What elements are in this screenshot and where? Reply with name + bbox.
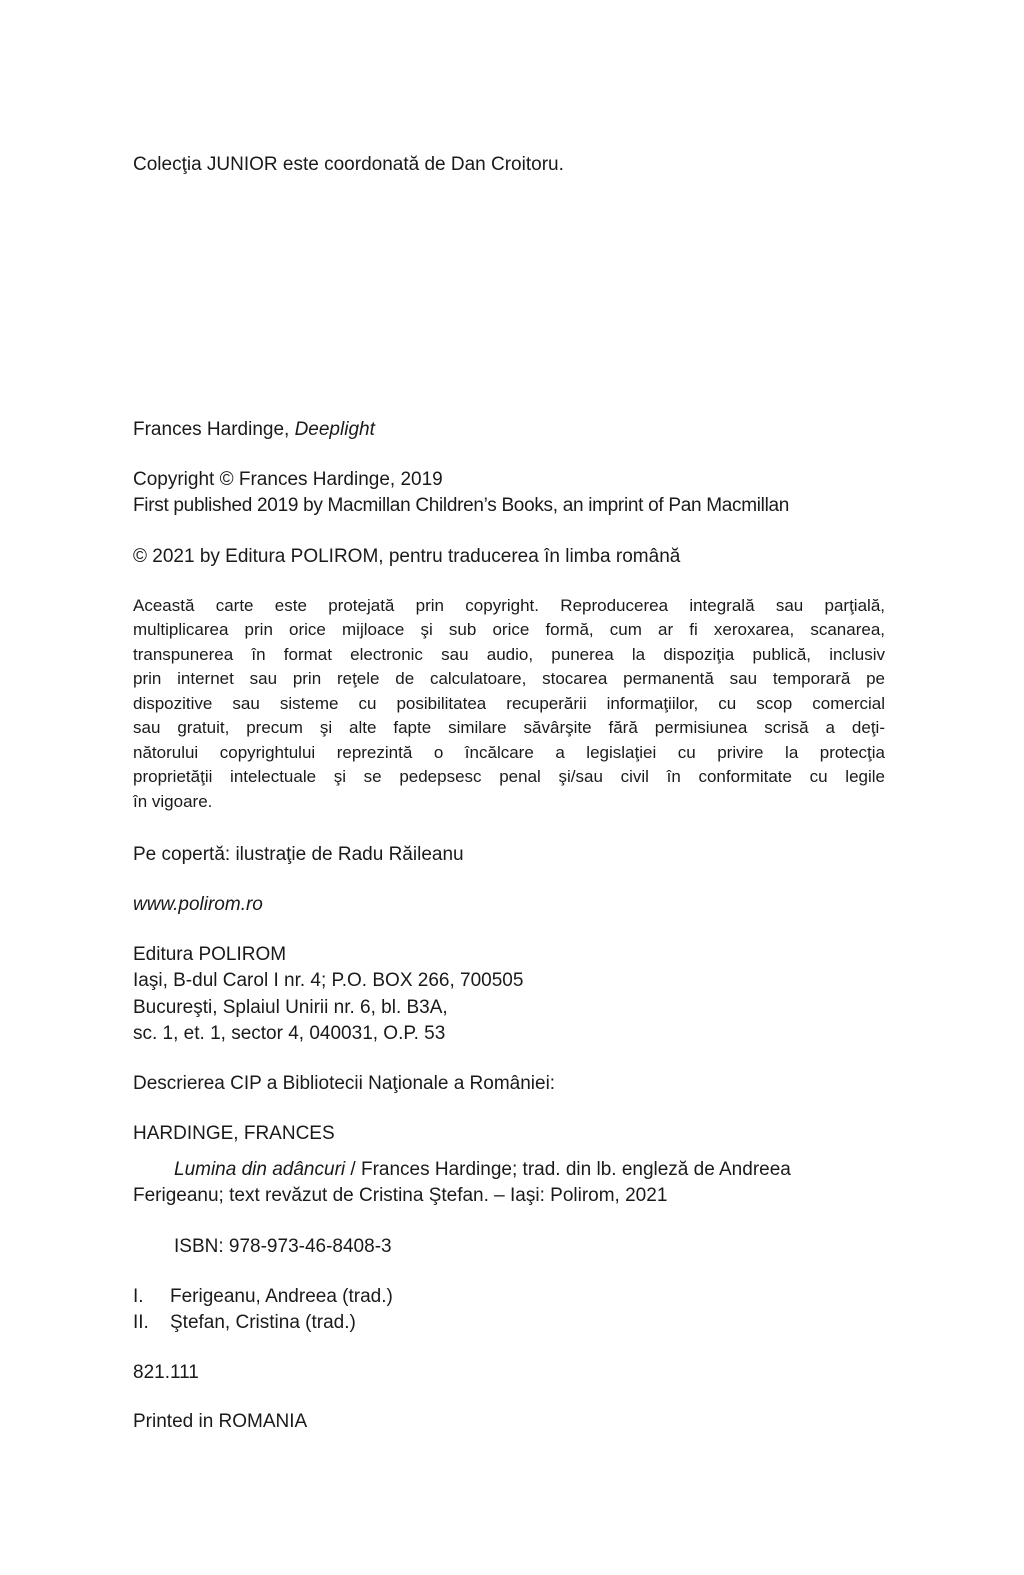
- contributor-number: I.: [133, 1286, 144, 1307]
- contributor: [133, 1285, 393, 1309]
- legal-notice-line: prin internet sau prin reţele de calculatoare, stocarea permanentă sau temporară pe: [133, 669, 885, 688]
- publisher-address: Iaşi, B-dul Carol I nr. 4; P.O. BOX 266, 700505: [133, 970, 524, 991]
- cip-author: HARDINGE, FRANCES: [133, 1123, 335, 1144]
- legal-notice-line: nătorului copyrightului reprezintă o încălcare a legislaţiei cu privire la protecţia: [133, 743, 885, 762]
- legal-notice-line: transpunerea în format electronic sau audio, punerea la dispoziţia publică, inclusiv: [133, 645, 885, 664]
- cip-description-text: / Frances Hardinge; trad. din lb. engleză de Andreea: [345, 1159, 791, 1180]
- contributor: [133, 1311, 356, 1335]
- cover-credit: Pe copertă: ilustraţie de Radu Răileanu: [133, 844, 464, 865]
- contributor-name: Ştefan, Cristina (trad.): [170, 1312, 356, 1333]
- original-title-line: [133, 418, 375, 442]
- legal-notice-line: sau gratuit, precum şi alte fapte similare săvârşite fără permisiunea scrisă a deţi-: [133, 718, 885, 737]
- cip-description-line2: Ferigeanu; text revăzut de Cristina Ştefan. – Iaşi: Polirom, 2021: [133, 1185, 668, 1206]
- publisher-name: Editura POLIROM: [133, 944, 287, 965]
- original-title: Deeplight: [294, 419, 375, 440]
- legal-notice-line: în vigoare.: [133, 792, 213, 811]
- copyright-original: Copyright © Frances Hardinge, 2019: [133, 469, 443, 490]
- legal-notice-line: dispozitive sau sisteme cu posibilitatea recuperării informaţiilor, cu scop comercial: [133, 694, 885, 713]
- first-published: First published 2019 by Macmillan Children’s Books, an imprint of Pan Macmillan: [133, 495, 790, 516]
- isbn: ISBN: 978-973-46-8408-3: [174, 1236, 392, 1257]
- legal-notice-line: multiplicarea prin orice mijloace şi sub orice formă, cum ar fi xeroxarea, scanarea,: [133, 620, 885, 639]
- collection-note: Colecţia JUNIOR este coordonată de Dan Croitoru.: [133, 154, 564, 175]
- cip-title: Lumina din adâncuri: [174, 1159, 346, 1180]
- cip-description: [174, 1158, 791, 1182]
- website-link[interactable]: www.polirom.ro: [133, 894, 263, 915]
- legal-notice-line: proprietăţii intelectuale şi se pedepsesc penal şi/sau civil în conformitate cu legile: [133, 767, 885, 786]
- contributor-number: II.: [133, 1312, 149, 1333]
- cip-heading: Descrierea CIP a Bibliotecii Naţionale a României:: [133, 1073, 556, 1094]
- original-author: Frances Hardinge,: [133, 419, 295, 440]
- copyright-translation: © 2021 by Editura POLIROM, pentru traducerea în limba română: [133, 546, 681, 567]
- classification: 821.111: [133, 1362, 199, 1383]
- publisher-address: sc. 1, et. 1, sector 4, 040031, O.P. 53: [133, 1023, 446, 1044]
- contributor-name: Ferigeanu, Andreea (trad.): [170, 1286, 393, 1307]
- publisher-address: Bucureşti, Splaiul Unirii nr. 6, bl. B3A,: [133, 997, 448, 1018]
- legal-notice-line: Această carte este protejată prin copyright. Reproducerea integrală sau parţială,: [133, 596, 885, 615]
- printed-in: Printed in ROMANIA: [133, 1411, 308, 1432]
